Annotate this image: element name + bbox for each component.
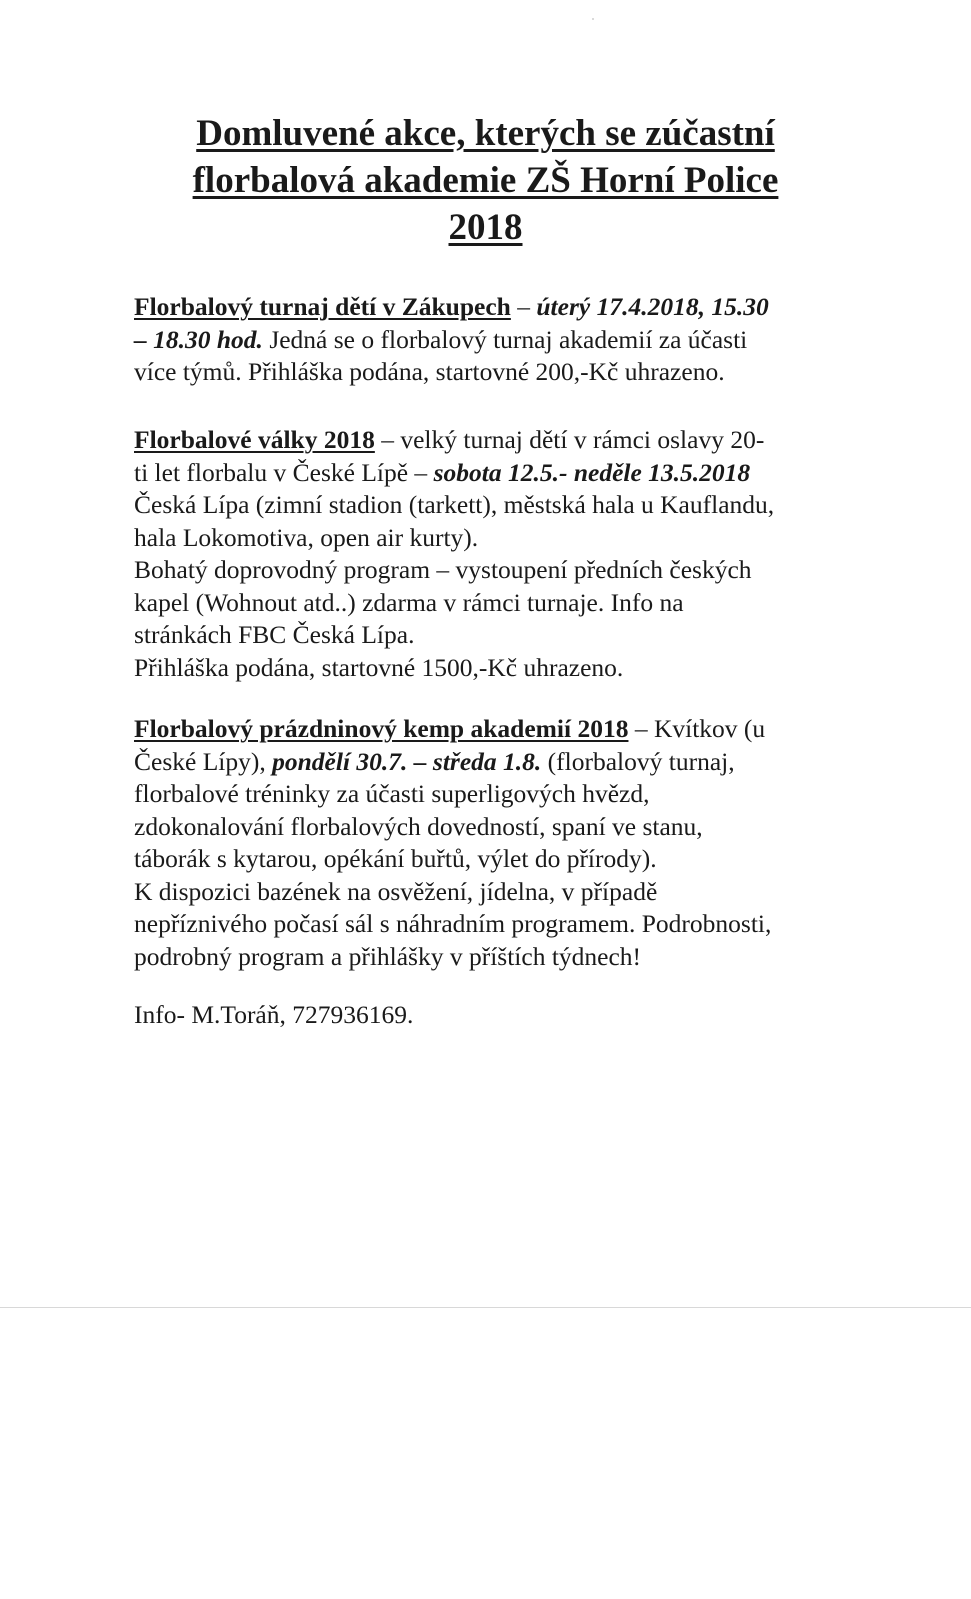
event-time: – 18.30 hod. — [134, 324, 263, 354]
event-summer-camp — [134, 713, 854, 973]
event-text: Jedná se o florbalový turnaj akademií za účasti — [262, 324, 748, 354]
event-text: – velký turnaj dětí v rámci oslavy 20- — [374, 425, 765, 454]
contact-text: Info- M.Toráň, 727936169. — [134, 1000, 414, 1029]
event-text: K dispozici bazének na osvěžení, jídelna, v případě — [134, 876, 658, 906]
title-line-1: Domluvené akce, kterých se zúčastní — [196, 113, 775, 154]
event-text: – Kvítkov (u — [628, 714, 766, 743]
event-text: florbalové tréninky za účasti superligových hvězd, — [134, 779, 650, 808]
event-text: nepříznivého počasí sál s náhradním programem. Podrobnosti, — [134, 909, 772, 938]
event-zakupy-tournament — [134, 291, 854, 389]
contact-info — [134, 999, 854, 1032]
event-text: táborák s kytarou, opékání buřtů, výlet do přírody). — [134, 844, 657, 873]
scan-speck — [592, 18, 594, 20]
event-text: Česká Lípa (zimní stadion (tarkett), městská hala u Kauflandu, — [134, 490, 775, 519]
event-text: podrobný program a přihlášky v příštích týdnech! — [134, 941, 642, 971]
event-heading: Florbalové války 2018 — [134, 425, 375, 454]
title-line-2: florbalová akademie ZŠ Horní Police — [192, 160, 779, 201]
event-florbal-wars — [134, 424, 854, 684]
event-text: hala Lokomotiva, open air kurty). — [134, 522, 479, 552]
document-title — [0, 110, 971, 251]
event-text: Přihláška podána, startovné 1500,-Kč uhrazeno. — [134, 652, 624, 682]
event-date: úterý 17.4.2018, 15.30 — [536, 292, 769, 321]
event-text: kapel (Wohnout atd..) zdarma v rámci turnaje. Info na — [134, 587, 684, 617]
event-date: sobota 12.5.- neděle 13.5.2018 — [433, 457, 751, 487]
page-divider — [0, 1307, 971, 1308]
event-text: Bohatý doprovodný program – vystoupení předních českých — [134, 555, 752, 584]
dash: – — [510, 292, 537, 321]
event-text: České Lípy), — [134, 746, 273, 776]
event-text: více týmů. Přihláška podána, startovné 200,-Kč uhrazeno. — [134, 357, 725, 386]
event-text: ti let florbalu v České Lípě – — [134, 457, 434, 487]
event-text: (florbalový turnaj, — [541, 746, 735, 776]
event-date: pondělí 30.7. – středa 1.8. — [272, 746, 542, 776]
title-line-3: 2018 — [448, 207, 523, 248]
event-text: zdokonalování florbalových dovedností, spaní ve stanu, — [134, 811, 703, 841]
event-text: stránkách FBC Česká Lípa. — [134, 620, 415, 649]
event-heading: Florbalový turnaj dětí v Zákupech — [134, 292, 511, 321]
event-heading: Florbalový prázdninový kemp akademií 2018 — [134, 714, 629, 743]
